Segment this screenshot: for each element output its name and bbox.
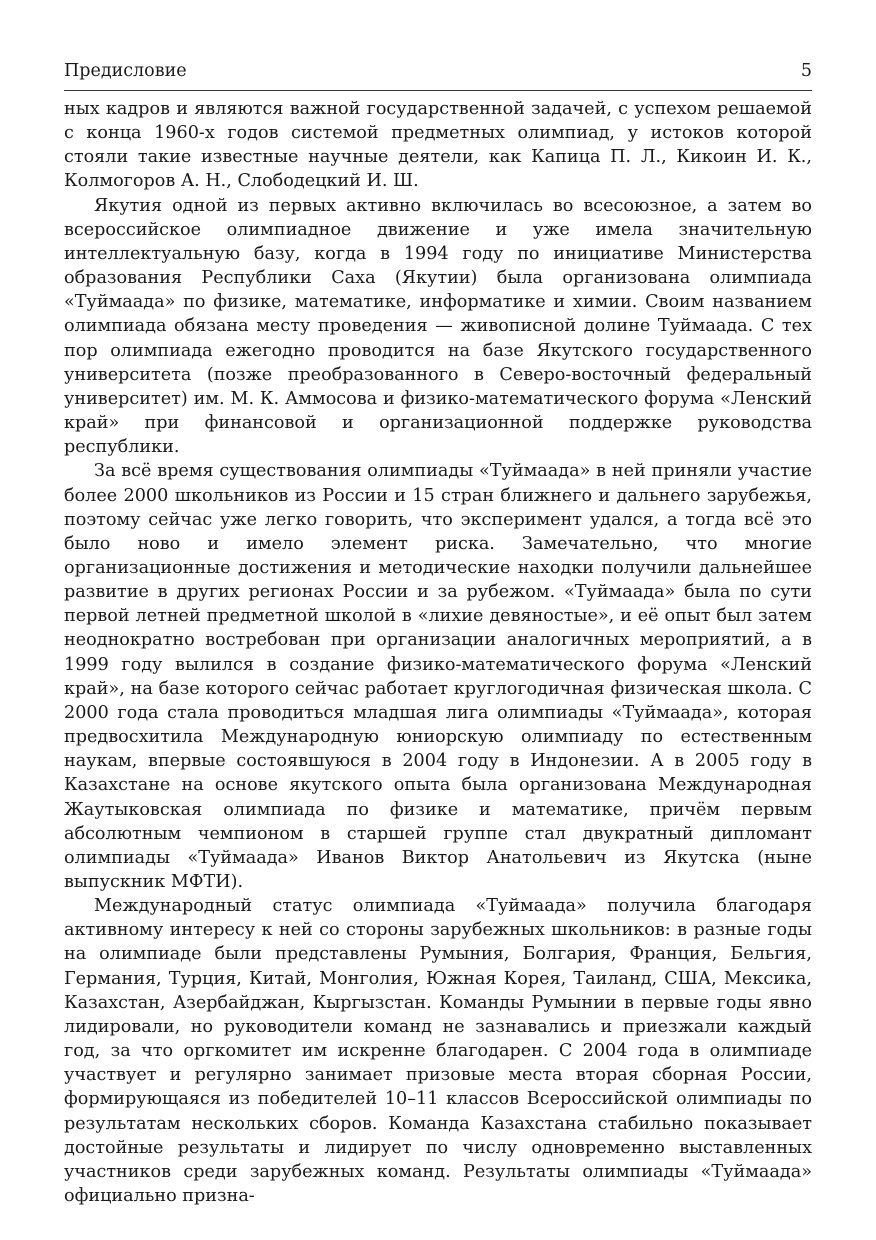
paragraph: За всё время существования олимпиады «Туймаада» в ней приняли участие более 2000 школьников из России и 15 стран ближнего и дальнего зарубежья, поэтому сейчас уже легко говорить, что эксперимент удался, а тогда всё это было ново и имело элемент риска. Замечательно, что многие организационные достижения и методические находки получили дальнейшее развитие в других регионах России и за рубежом. «Туймаада» была по сути первой летней предметной школой в «лихие девяностые», и её опыт был затем неоднократно востребован при организации аналогичных мероприятий, а в 1999 году вылился в создание физико-математического форума «Ленский край», на базе которого сейчас работает круглогодичная физическая школа. С 2000 года стала проводиться младшая лига олимпиады «Туймаада», которая предвосхитила Международную юниорскую олимпиаду по естественным наукам, впервые состоявшуюся в 2004 году в Индонезии. А в 2005 году в Казахстане на основе якутского опыта была организована Международная Жаутыковская олимпиада по физике и математике, причём первым абсолютным чемпионом в старшей группе стал двукратный дипломант олимпиады «Туймаада» Иванов Виктор Анатольевич из Якутска (ныне выпускник МФТИ). [64, 461, 812, 892]
running-header [64, 58, 812, 91]
page-number: 5 [800, 61, 812, 81]
body-text [64, 97, 812, 1208]
paragraph: Якутия одной из первых активно включилась во всесоюзное, а затем во всероссийское олимпиадное движение и уже имела значительную интеллектуальную базу, когда в 1994 году по инициативе Министерства образования Республики Саха (Якутии) была организована олимпиада «Туймаада» по физике, математике, информатике и химии. Своим названием олимпиада обязана месту проведения — живописной долине Туймаада. С тех пор олимпиада ежегодно проводится на базе Якутского государственного университета (позже преобразованного в Северо-восточный федеральный университет) им. М. К. Аммосова и физико-математического форума «Ленский край» при финансовой и организационной поддержке руководства республики. [64, 195, 812, 458]
book-page [64, 58, 812, 1208]
paragraph: Международный статус олимпиада «Туймаада» получила благодаря активному интересу к ней со стороны зарубежных школьников: в разные годы на олимпиаде были представлены Румыния, Болгария, Франция, Бельгия, Германия, Турция, Китай, Монголия, Южная Корея, Таиланд, США, Мексика, Казахстан, Азербайджан, Кыргызстан. Команды Румынии в первые годы явно лидировали, но руководители команд не зазнавались и приезжали каждый год, за что оргкомитет им искренне благодарен. С 2004 года в олимпиаде участвует и регулярно занимает призовые места вторая сборная России, формирующаяся из победителей 10–11 классов Всероссийской олимпиады по результатам нескольких сборов. Команда Казахстана стабильно показывает достойные результаты и лидирует по числу одновременно выставленных участников среди зарубежных команд. Результаты олимпиады «Туймаада» официально призна- [64, 896, 812, 1207]
section-title: Предисловие [64, 61, 187, 81]
paragraph: ных кадров и являются важной государственной задачей, с успехом решаемой с конца 1960-х годов системой предметных олимпиад, у истоков которой стояли такие известные научные деятели, как Капица П. Л., Кикоин И. К., Колмогоров А. Н., Слободецкий И. Ш. [64, 99, 812, 192]
